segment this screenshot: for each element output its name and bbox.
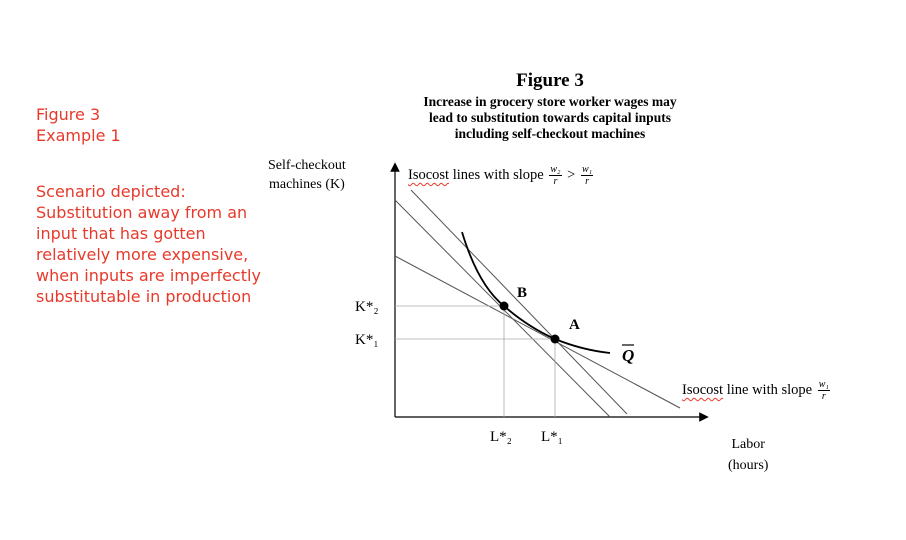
k2-label: K*₂ xyxy=(355,299,379,315)
y-axis-label-line: Self-checkout xyxy=(268,158,346,173)
subtitle-line: Increase in grocery store worker wages may xyxy=(423,94,677,109)
k1-label: K*₁ xyxy=(355,332,379,348)
l2-label: L*₂ xyxy=(490,429,512,445)
side-note-line: Figure 3 xyxy=(36,105,101,124)
subtitle-line: lead to substitution towards capital inputs xyxy=(429,110,671,125)
slope-text: line with slope xyxy=(726,381,813,398)
x-axis-label-line: (hours) xyxy=(728,458,769,473)
side-note-line: Substitution away from an xyxy=(36,203,248,222)
side-note-line: Example 1 xyxy=(36,126,121,145)
slope-text: lines with slope xyxy=(452,166,544,183)
isoquant-curve xyxy=(462,232,610,353)
point-a-label: A xyxy=(569,317,580,333)
slope-fraction-w1: $\frac{\text{w₁}}{r}$ xyxy=(818,379,829,402)
figure-title: Figure 3 xyxy=(516,70,584,91)
isocost-line-new-outer xyxy=(411,190,627,414)
y-axis-label-line: machines (K) xyxy=(268,177,345,192)
side-note-line: relatively more expensive, xyxy=(36,245,249,264)
point-b-label: B xyxy=(517,285,528,301)
slope-fraction-w1: $\frac{\text{w₁}}{r}$ xyxy=(581,164,593,187)
x-axis-label-line: Labor xyxy=(731,437,765,452)
side-note-line: substitutable in production xyxy=(36,287,252,306)
l1-label: L*₁ xyxy=(541,429,563,445)
side-note-line: when inputs are imperfectly xyxy=(36,266,261,285)
isocost-line-original xyxy=(395,256,680,408)
side-note-line: Scenario depicted: xyxy=(36,182,186,201)
point-a-marker xyxy=(551,335,560,344)
isoquant-label: Q xyxy=(622,346,635,365)
subtitle-line: including self-checkout machines xyxy=(454,126,646,141)
isocost-word: Isocost xyxy=(408,166,450,183)
slope-fraction-w2: $\frac{\text{w₂}}{r}$ xyxy=(550,164,561,187)
isocost-word: Isocost xyxy=(682,381,724,398)
point-b-marker xyxy=(500,302,509,311)
side-note-line: input that has gotten xyxy=(36,224,206,243)
greater-than-sign: > xyxy=(567,166,576,183)
